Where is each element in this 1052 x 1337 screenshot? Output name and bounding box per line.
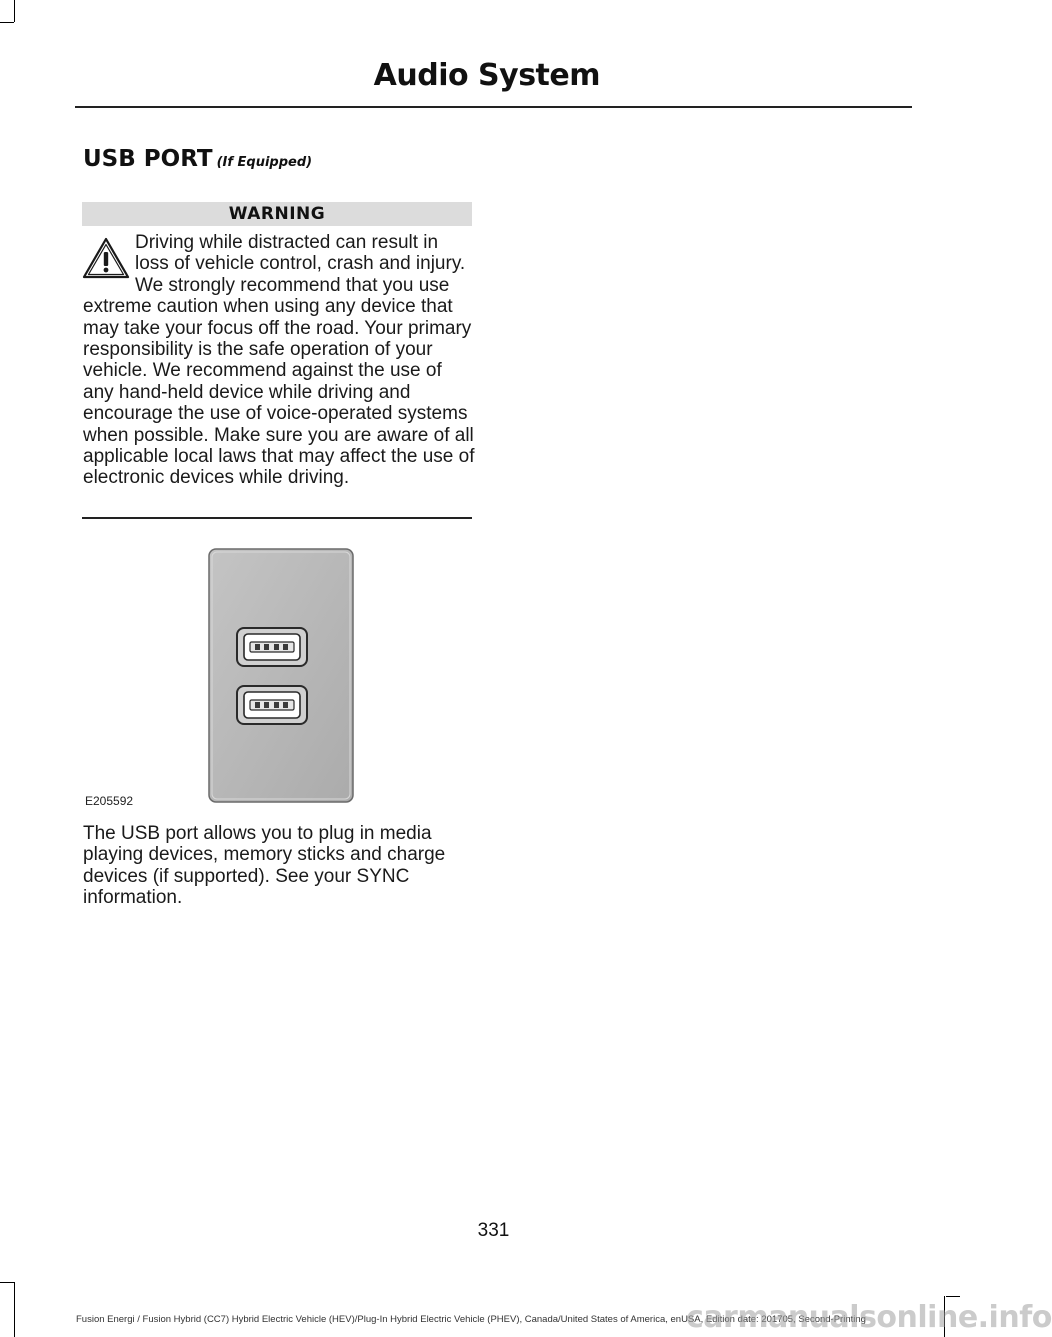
page-title: Audio System [373, 58, 600, 93]
crop-mark [14, 0, 15, 22]
section-qualifier: (If Equipped) [216, 155, 313, 170]
figure-code: E205592 [85, 794, 134, 808]
warning-body: Driving while distracted can result in loss of vehicle control, crash and injury. We strongly recommend that you use extreme caution when using any device that may take your focus off the road. Your primary responsibility is the safe operation of your vehicle. We recommend against the use of any hand-held device while driving and encourage the use of voice-operated systems when possible. Make sure you are aware of all applicable local laws that may affect the use of electronic devices while driving. [83, 232, 475, 489]
crop-mark [946, 1296, 960, 1297]
body-paragraph: The USB port allows you to plug in media playing devices, memory sticks and charge devices (if supported). See your SYNC information. [83, 823, 446, 909]
usb-port-top [237, 628, 307, 666]
footer-edition-text: Fusion Energi / Fusion Hybrid (CC7) Hybrid Electric Vehicle (HEV)/Plug-In Hybrid Electric Vehicle (PHEV), Canada/United States of America, enUSA, Edition date: 201705, Second-Printing [76, 1314, 866, 1325]
section-heading [83, 146, 312, 172]
page-number: 331 [477, 1220, 510, 1241]
watermark: carmanualsonline.info [686, 1300, 1052, 1335]
section-title: USB PORT [83, 146, 213, 172]
crop-mark [14, 1282, 15, 1337]
header-divider [75, 106, 912, 108]
usb-port-bottom [237, 686, 307, 724]
warning-label: WARNING [82, 202, 472, 226]
crop-mark [0, 1282, 14, 1283]
usb-port-illustration [208, 548, 354, 803]
crop-mark [0, 22, 14, 23]
warning-text [83, 232, 475, 489]
warning-divider [82, 517, 472, 519]
